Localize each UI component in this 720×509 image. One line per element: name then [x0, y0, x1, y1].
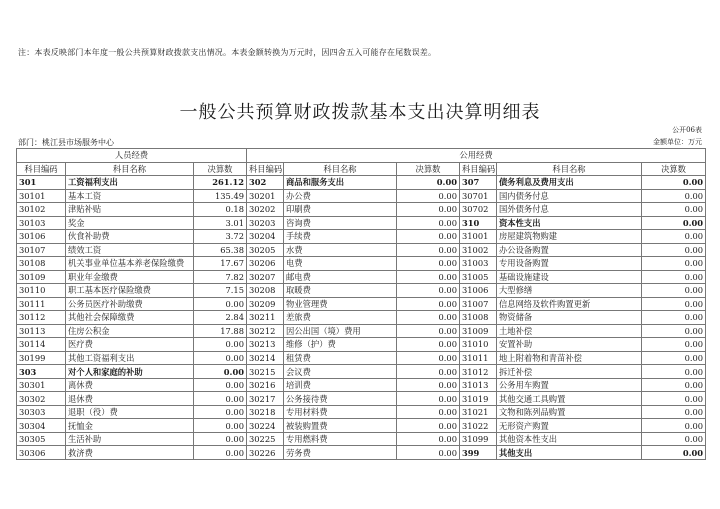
cell-amount: 0.00: [397, 176, 460, 190]
cell-amount: 0.00: [397, 270, 460, 284]
cell-name: 租赁费: [284, 351, 397, 365]
cell-name: 差旅费: [284, 311, 397, 325]
cell-code: 30212: [247, 324, 284, 338]
cell-amount: 0.00: [642, 351, 706, 365]
cell-code: 31010: [460, 338, 497, 352]
table-row: [17, 203, 706, 217]
cell-amount: 0.00: [642, 257, 706, 271]
cell-code: 31002: [460, 243, 497, 257]
cell-amount: 0.00: [642, 365, 706, 379]
table-row: [17, 257, 706, 271]
cell-amount: 0.00: [397, 230, 460, 244]
cell-code: 307: [460, 176, 497, 190]
cell-code: 30216: [247, 378, 284, 392]
cell-amount: 0.00: [397, 216, 460, 230]
column-header-amount: 决算数: [642, 162, 706, 176]
page-title: 一般公共预算财政拨款基本支出决算明细表: [179, 102, 541, 123]
cell-amount: 0.00: [397, 392, 460, 406]
cell-name: 土地补偿: [497, 324, 642, 338]
cell-name: 其他资本性支出: [497, 432, 642, 446]
cell-code: 30113: [17, 324, 66, 338]
cell-name: 退职（役）费: [66, 405, 194, 419]
cell-code: 30205: [247, 243, 284, 257]
cell-code: 30301: [17, 378, 66, 392]
cell-code: 30303: [17, 405, 66, 419]
cell-code: 30701: [460, 189, 497, 203]
cell-name: 其他支出: [497, 446, 642, 460]
cell-name: 大型修缮: [497, 284, 642, 298]
cell-amount: 3.72: [194, 230, 247, 244]
cell-name: 绩效工资: [66, 243, 194, 257]
cell-name: 咨询费: [284, 216, 397, 230]
cell-name: 房屋建筑物购建: [497, 230, 642, 244]
cell-name: 住房公积金: [66, 324, 194, 338]
cell-name: 维修（护）费: [284, 338, 397, 352]
column-header-code: 科目编码: [17, 162, 66, 176]
cell-code: 301: [17, 176, 66, 190]
cell-amount: 261.12: [194, 176, 247, 190]
table-row: [17, 378, 706, 392]
cell-code: 30101: [17, 189, 66, 203]
cell-name: 国内债务付息: [497, 189, 642, 203]
cell-code: 310: [460, 216, 497, 230]
cell-code: 30207: [247, 270, 284, 284]
cell-name: 债务利息及费用支出: [497, 176, 642, 190]
cell-amount: 0.00: [397, 189, 460, 203]
cell-code: 30109: [17, 270, 66, 284]
cell-name: 其他社会保障缴费: [66, 311, 194, 325]
cell-code: 31003: [460, 257, 497, 271]
cell-code: 31009: [460, 324, 497, 338]
form-code: 公开06表: [672, 126, 702, 134]
cell-amount: 0.00: [642, 405, 706, 419]
cell-code: 303: [17, 365, 66, 379]
cell-amount: 17.67: [194, 257, 247, 271]
cell-amount: 0.00: [642, 432, 706, 446]
cell-name: 国外债务付息: [497, 203, 642, 217]
cell-name: 培训费: [284, 378, 397, 392]
column-header-amount: 决算数: [194, 162, 247, 176]
cell-name: 公务接待费: [284, 392, 397, 406]
cell-code: 30213: [247, 338, 284, 352]
cell-code: 31013: [460, 378, 497, 392]
table-row: [17, 284, 706, 298]
cell-amount: 0.18: [194, 203, 247, 217]
table-row: [17, 297, 706, 311]
cell-code: 30702: [460, 203, 497, 217]
cell-amount: 0.00: [642, 446, 706, 460]
cell-code: 31012: [460, 365, 497, 379]
cell-amount: 0.00: [397, 446, 460, 460]
cell-amount: 0.00: [397, 432, 460, 446]
cell-amount: 0.00: [642, 297, 706, 311]
cell-amount: 0.00: [642, 324, 706, 338]
cell-amount: 2.84: [194, 311, 247, 325]
cell-code: 30108: [17, 257, 66, 271]
cell-amount: 3.01: [194, 216, 247, 230]
cell-code: 30112: [17, 311, 66, 325]
column-header-row: [17, 162, 706, 176]
cell-name: 医疗费: [66, 338, 194, 352]
cell-code: 30201: [247, 189, 284, 203]
cell-amount: 0.00: [397, 365, 460, 379]
cell-code: 31007: [460, 297, 497, 311]
table-row: [17, 311, 706, 325]
amount-unit-label: 金额单位：万元: [653, 138, 702, 146]
cell-name: 公务员医疗补助缴费: [66, 297, 194, 311]
cell-code: 30106: [17, 230, 66, 244]
cell-amount: 0.00: [194, 405, 247, 419]
cell-code: 30215: [247, 365, 284, 379]
column-header-amount: 决算数: [397, 162, 460, 176]
table-row: [17, 365, 706, 379]
cell-amount: 135.49: [194, 189, 247, 203]
cell-name: 救济费: [66, 446, 194, 460]
cell-code: 30305: [17, 432, 66, 446]
cell-code: 30103: [17, 216, 66, 230]
cell-code: 30114: [17, 338, 66, 352]
cell-amount: 0.00: [642, 176, 706, 190]
column-header-name: 科目名称: [497, 162, 642, 176]
cell-name: 办公费: [284, 189, 397, 203]
table-row: [17, 243, 706, 257]
cell-amount: 0.00: [642, 284, 706, 298]
cell-amount: 0.00: [194, 297, 247, 311]
cell-code: 302: [247, 176, 284, 190]
cell-code: 31099: [460, 432, 497, 446]
cell-amount: 0.00: [642, 338, 706, 352]
cell-code: 399: [460, 446, 497, 460]
group-header-row: [17, 149, 706, 163]
table-row: [17, 351, 706, 365]
cell-amount: 0.00: [194, 378, 247, 392]
cell-amount: 0.00: [642, 311, 706, 325]
cell-name: 生活补助: [66, 432, 194, 446]
cell-code: 30214: [247, 351, 284, 365]
cell-name: 职业年金缴费: [66, 270, 194, 284]
cell-code: 30110: [17, 284, 66, 298]
cell-amount: 0.00: [397, 419, 460, 433]
cell-amount: 0.00: [397, 338, 460, 352]
cell-code: 30107: [17, 243, 66, 257]
expenditure-detail-table: [16, 148, 706, 460]
cell-amount: 0.00: [642, 243, 706, 257]
cell-name: 被装购置费: [284, 419, 397, 433]
cell-name: 会议费: [284, 365, 397, 379]
cell-name: 地上附着物和青苗补偿: [497, 351, 642, 365]
cell-name: 因公出国（境）费用: [284, 324, 397, 338]
table-row: [17, 392, 706, 406]
table-note: 注：本表反映部门本年度一般公共预算财政拨款支出情况。本表金额转换为万元时，因四舍五入可能存在尾数误差。: [18, 48, 437, 57]
cell-amount: 0.00: [397, 405, 460, 419]
cell-code: 30204: [247, 230, 284, 244]
cell-code: 30226: [247, 446, 284, 460]
cell-code: 30209: [247, 297, 284, 311]
cell-amount: 0.00: [642, 189, 706, 203]
cell-name: 无形资产购置: [497, 419, 642, 433]
table-row: [17, 216, 706, 230]
cell-amount: 0.00: [397, 284, 460, 298]
cell-name: 安置补助: [497, 338, 642, 352]
cell-amount: 0.00: [397, 311, 460, 325]
cell-amount: 0.00: [397, 243, 460, 257]
cell-name: 办公设备购置: [497, 243, 642, 257]
cell-name: 奖金: [66, 216, 194, 230]
cell-amount: 0.00: [194, 446, 247, 460]
cell-name: 邮电费: [284, 270, 397, 284]
column-header-code: 科目编码: [460, 162, 497, 176]
cell-amount: 0.00: [397, 257, 460, 271]
cell-code: 30206: [247, 257, 284, 271]
cell-amount: 0.00: [642, 216, 706, 230]
table-row: [17, 176, 706, 190]
cell-amount: 17.88: [194, 324, 247, 338]
cell-name: 基本工资: [66, 189, 194, 203]
cell-code: 30102: [17, 203, 66, 217]
cell-code: 31022: [460, 419, 497, 433]
public-group-header: 公用经费: [247, 149, 706, 163]
cell-name: 电费: [284, 257, 397, 271]
cell-name: 离休费: [66, 378, 194, 392]
cell-name: 印刷费: [284, 203, 397, 217]
cell-name: 资本性支出: [497, 216, 642, 230]
table-row: [17, 446, 706, 460]
cell-name: 职工基本医疗保险缴费: [66, 284, 194, 298]
cell-name: 劳务费: [284, 446, 397, 460]
cell-amount: 65.38: [194, 243, 247, 257]
cell-code: 30203: [247, 216, 284, 230]
cell-code: 31006: [460, 284, 497, 298]
cell-code: 31019: [460, 392, 497, 406]
cell-amount: 0.00: [194, 365, 247, 379]
table-row: [17, 405, 706, 419]
cell-amount: 0.00: [194, 351, 247, 365]
cell-code: 30211: [247, 311, 284, 325]
cell-name: 水费: [284, 243, 397, 257]
cell-amount: 0.00: [397, 351, 460, 365]
cell-amount: 0.00: [194, 432, 247, 446]
table-row: [17, 270, 706, 284]
cell-name: 对个人和家庭的补助: [66, 365, 194, 379]
cell-name: 取暖费: [284, 284, 397, 298]
cell-amount: 0.00: [194, 392, 247, 406]
cell-name: 退休费: [66, 392, 194, 406]
column-header-code: 科目编码: [247, 162, 284, 176]
cell-code: 30306: [17, 446, 66, 460]
column-header-name: 科目名称: [284, 162, 397, 176]
cell-amount: 7.15: [194, 284, 247, 298]
cell-name: 工资福利支出: [66, 176, 194, 190]
cell-code: 30199: [17, 351, 66, 365]
cell-code: 30111: [17, 297, 66, 311]
cell-name: 信息网络及软件购置更新: [497, 297, 642, 311]
cell-amount: 0.00: [194, 338, 247, 352]
cell-code: 30217: [247, 392, 284, 406]
table-row: [17, 338, 706, 352]
table-row: [17, 189, 706, 203]
cell-name: 拆迁补偿: [497, 365, 642, 379]
cell-amount: 0.00: [642, 230, 706, 244]
cell-code: 31021: [460, 405, 497, 419]
cell-amount: 0.00: [642, 392, 706, 406]
cell-name: 其他交通工具购置: [497, 392, 642, 406]
cell-amount: 0.00: [642, 203, 706, 217]
cell-amount: 0.00: [642, 419, 706, 433]
table-row: [17, 432, 706, 446]
cell-code: 30224: [247, 419, 284, 433]
cell-name: 手续费: [284, 230, 397, 244]
cell-code: 30225: [247, 432, 284, 446]
cell-amount: 0.00: [194, 419, 247, 433]
cell-code: 31008: [460, 311, 497, 325]
cell-amount: 0.00: [397, 324, 460, 338]
cell-name: 其他工资福利支出: [66, 351, 194, 365]
table-row: [17, 324, 706, 338]
cell-name: 商品和服务支出: [284, 176, 397, 190]
cell-name: 基础设施建设: [497, 270, 642, 284]
cell-amount: 0.00: [642, 378, 706, 392]
column-header-name: 科目名称: [66, 162, 194, 176]
cell-amount: 0.00: [397, 378, 460, 392]
cell-name: 抚恤金: [66, 419, 194, 433]
cell-amount: 0.00: [642, 270, 706, 284]
table-row: [17, 230, 706, 244]
cell-code: 30302: [17, 392, 66, 406]
cell-amount: 0.00: [397, 297, 460, 311]
cell-code: 30208: [247, 284, 284, 298]
department-label: 部门：桃江县市场服务中心: [18, 138, 114, 147]
cell-code: 31001: [460, 230, 497, 244]
cell-amount: 7.82: [194, 270, 247, 284]
cell-code: 30218: [247, 405, 284, 419]
cell-name: 机关事业单位基本养老保险缴费: [66, 257, 194, 271]
cell-name: 专用材料费: [284, 405, 397, 419]
cell-name: 专用设备购置: [497, 257, 642, 271]
personnel-group-header: 人员经费: [17, 149, 247, 163]
table-row: [17, 419, 706, 433]
cell-name: 物业管理费: [284, 297, 397, 311]
cell-code: 31005: [460, 270, 497, 284]
cell-amount: 0.00: [397, 203, 460, 217]
cell-name: 公务用车购置: [497, 378, 642, 392]
cell-code: 30304: [17, 419, 66, 433]
cell-name: 文物和陈列品购置: [497, 405, 642, 419]
cell-name: 物资储备: [497, 311, 642, 325]
cell-code: 30202: [247, 203, 284, 217]
cell-name: 津贴补贴: [66, 203, 194, 217]
cell-name: 专用燃料费: [284, 432, 397, 446]
cell-code: 31011: [460, 351, 497, 365]
cell-name: 伙食补助费: [66, 230, 194, 244]
